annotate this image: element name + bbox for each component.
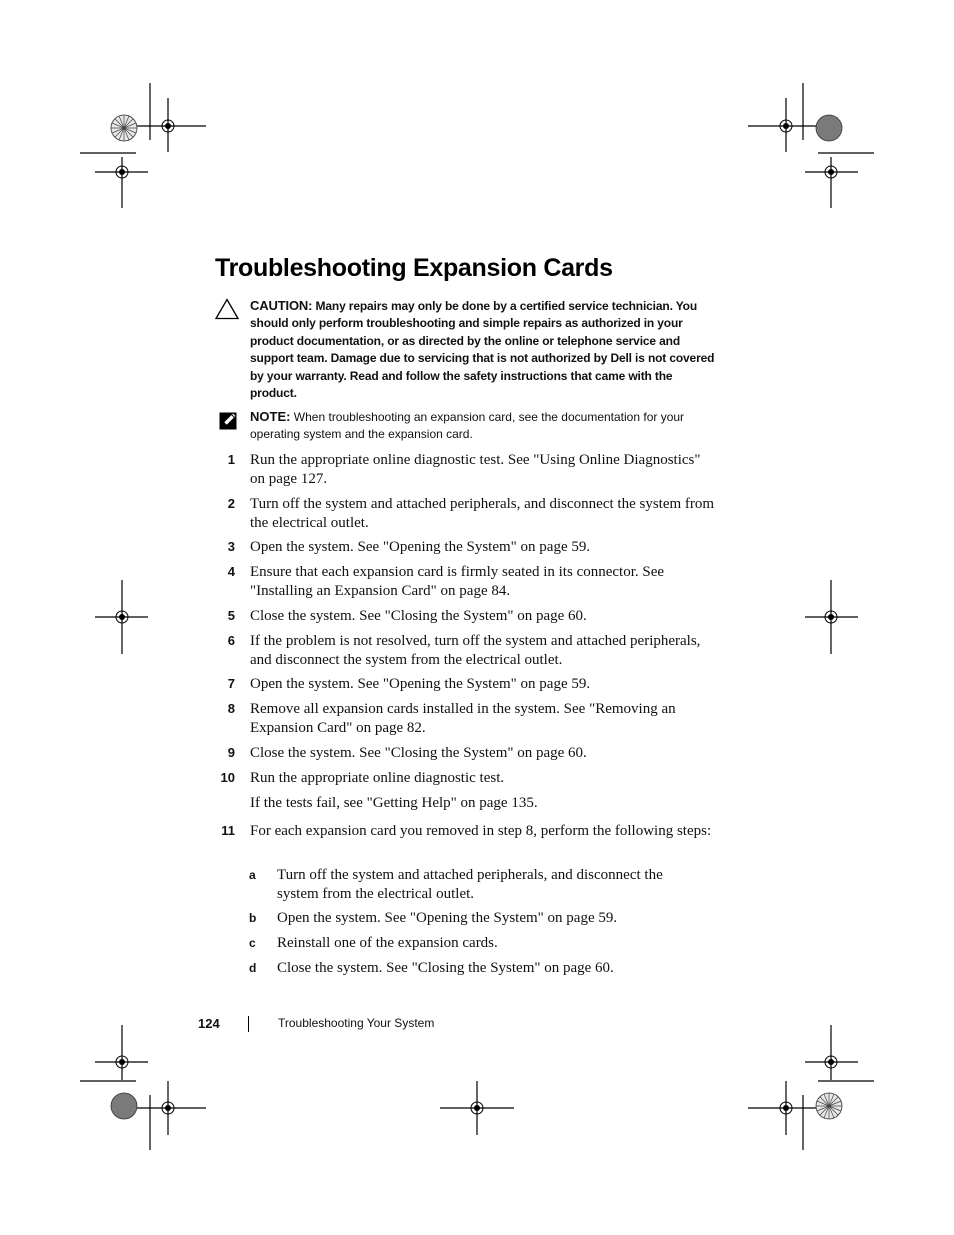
step-3 — [215, 538, 715, 557]
caution-text — [250, 297, 715, 402]
step-7 — [215, 675, 715, 694]
step-text: Run the appropriate online diagnostic test. See "Using Online Diagnostics" on page 127. — [250, 452, 701, 487]
note-label: NOTE: — [250, 409, 291, 424]
substep-text: Turn off the system and attached peripherals, and disconnect the system from the electrical outlet. — [277, 867, 663, 902]
note-pencil-icon — [219, 410, 239, 430]
step-1 — [215, 451, 715, 488]
warning-triangle-icon — [215, 298, 239, 320]
page-title: Troubleshooting Expansion Cards — [215, 254, 613, 282]
substep-c — [249, 934, 689, 953]
step-11 — [215, 822, 715, 841]
step-10 — [215, 769, 715, 788]
substep-text: Open the system. See "Opening the System" on page 59. — [277, 910, 618, 926]
step-number: 2 — [227, 496, 235, 511]
step-number: 9 — [227, 745, 235, 760]
step-8 — [215, 700, 715, 737]
step-4 — [215, 563, 715, 600]
step-number: 6 — [227, 633, 235, 648]
step-text: Close the system. See "Closing the System" on page 60. — [250, 745, 587, 761]
substep-d — [249, 959, 689, 978]
step-text: If the problem is not resolved, turn off the system and attached peripherals, and disconnect the system from the electrical outlet. — [250, 633, 701, 668]
footer-divider — [248, 1016, 249, 1032]
step-text: Run the appropriate online diagnostic test. — [250, 770, 505, 786]
caution-body: Many repairs may only be done by a certified service technician. You should only perform troubleshooting and simple repairs as authorized in your product documentation, or as directed by the online or telephone service and support team. Damage due to servicing that is not authorized by Dell is not covered by your warranty. Read and follow the safety instructions that came with the product. — [250, 299, 715, 401]
step-text: Ensure that each expansion card is firmly seated in its connector. See "Installing an Expansion Card" on page 84. — [250, 564, 665, 599]
substep-letter: d — [249, 961, 257, 975]
step-number: 3 — [227, 539, 235, 554]
step-6 — [215, 632, 715, 669]
footer-section-title: Troubleshooting Your System — [278, 1016, 435, 1030]
step-number: 5 — [227, 608, 235, 623]
step-text: For each expansion card you removed in step 8, perform the following steps: — [250, 823, 712, 839]
step-text: Open the system. See "Opening the System" on page 59. — [250, 539, 591, 555]
substep-text: Close the system. See "Closing the System" on page 60. — [277, 960, 614, 976]
caution-box — [215, 297, 715, 402]
step-number: 11 — [221, 823, 235, 838]
step-number: 8 — [227, 701, 235, 716]
substep-letter: a — [249, 868, 256, 882]
step-10-followup: If the tests fail, see "Getting Help" on page 135. — [250, 795, 538, 811]
caution-label: CAUTION: — [250, 298, 313, 313]
step-text: Open the system. See "Opening the System" on page 59. — [250, 676, 591, 692]
page-number: 124 — [198, 1016, 220, 1031]
substep-letter: b — [249, 911, 257, 925]
note-text — [250, 408, 715, 443]
substep-text: Reinstall one of the expansion cards. — [277, 935, 498, 951]
note-body: When troubleshooting an expansion card, see the documentation for your operating system and the expansion card. — [250, 410, 685, 441]
substep-b — [249, 909, 689, 928]
step-number: 7 — [227, 676, 235, 691]
substep-letter: c — [249, 936, 256, 950]
step-number: 1 — [227, 452, 235, 467]
substep-a — [249, 866, 689, 903]
step-text: Remove all expansion cards installed in the system. See "Removing an Expansion Card" on page 82. — [250, 701, 676, 736]
step-5 — [215, 607, 715, 626]
step-2 — [215, 495, 715, 532]
step-number: 10 — [220, 770, 235, 785]
step-text: Turn off the system and attached peripherals, and disconnect the system from the electrical outlet. — [250, 496, 715, 531]
step-9 — [215, 744, 715, 763]
note-box — [215, 408, 715, 443]
step-number: 4 — [227, 564, 235, 579]
step-text: Close the system. See "Closing the System" on page 60. — [250, 608, 587, 624]
